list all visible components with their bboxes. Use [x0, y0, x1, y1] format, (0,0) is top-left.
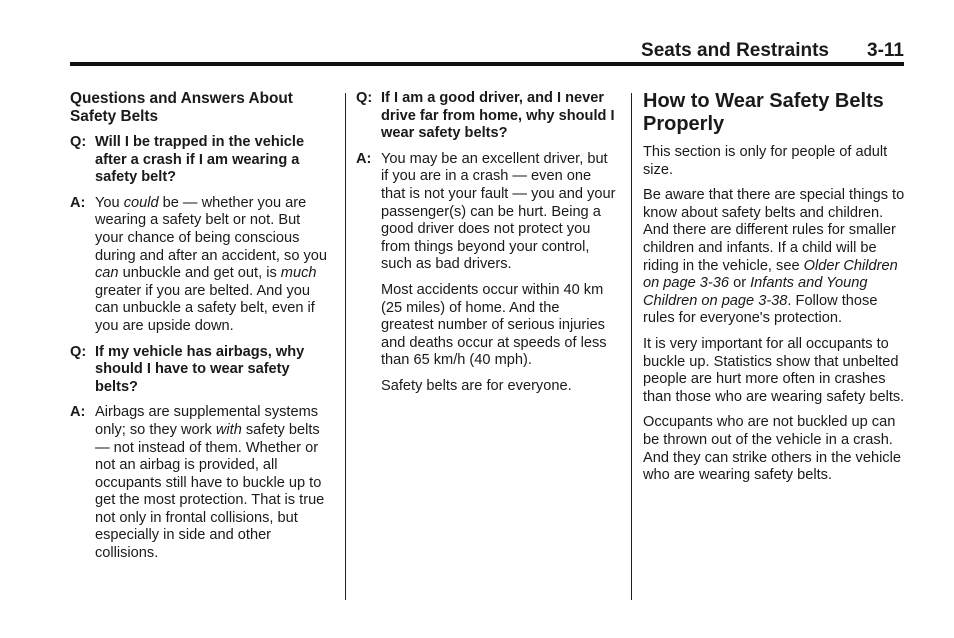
- cross-reference-link: Infants and Young Children on page 3-38: [643, 275, 868, 309]
- page-number: 3-11: [867, 40, 904, 61]
- answer-tag: A:: [70, 404, 86, 421]
- paragraph: Safety belts are for everyone.: [381, 377, 572, 394]
- paragraph: Be aware that there are special things to know about safety belts and children. And there are different rules for smaller children and infants. If a child will be riding in the vehicle, see Older Children on page 3-36 or Infants and Young Children on page 3-38. Follow those rules for everyone's protection.: [643, 187, 905, 327]
- question-1: [70, 134, 332, 187]
- question-tag: Q:: [70, 343, 87, 360]
- answer-text: You may be an excellent driver, but if you are in a crash — even one that is not your fault — you and your passenger(s) can be hurt. Being a good driver does not protect you from things beyond your control, such as bad drivers.: [381, 150, 616, 273]
- subheading: Questions and Answers About Safety Belts: [70, 90, 293, 125]
- cross-reference-link: Older Children on page 3-36: [643, 257, 898, 292]
- paragraph: Most accidents occur within 40 km (25 miles) of home. And the greatest number of serious injuries and deaths occur at speeds of less than 65 km/h (40 mph).: [381, 281, 607, 369]
- answer-2: [70, 404, 332, 562]
- paragraph: It is very important for all occupants to buckle up. Statistics show that unbelted people are hurt more often in crashes than those who are wearing safety belts.: [643, 335, 905, 405]
- answer-tag: A:: [70, 194, 86, 211]
- answer-text: Airbags are supplemental systems only; so they work with safety belts — not instead of them. Whether or not an airbag is provided, all occupants still have to buckle up to get the most protection. That is true not only in frontal collisions, but especially in side and other collisions.: [95, 404, 325, 562]
- column-divider-1: [345, 93, 346, 600]
- answer-tag: A:: [356, 150, 372, 167]
- answer-1: [70, 195, 332, 336]
- question-2: [70, 344, 332, 397]
- answer-3: [356, 151, 616, 274]
- question-3: [356, 90, 616, 143]
- section-heading: How to Wear Safety Belts Properly: [643, 90, 884, 135]
- paragraph: Occupants who are not buckled up can be thrown out of the vehicle in a crash. And they can strike others in the vehicle who are wearing safety belts.: [643, 414, 901, 484]
- question-text: If my vehicle has airbags, why should I have to wear safety belts?: [95, 343, 305, 395]
- column-2: [356, 90, 616, 404]
- section-title: Seats and Restraints: [641, 40, 829, 61]
- question-text: If I am a good driver, and I never drive far from home, why should I wear safety belts?: [381, 90, 615, 142]
- question-tag: Q:: [356, 90, 373, 106]
- column-3: [643, 90, 905, 493]
- paragraph: This section is only for people of adult size.: [643, 144, 888, 178]
- question-tag: Q:: [70, 134, 87, 150]
- page-header: [70, 38, 904, 63]
- answer-text: You could be — whether you are wearing a safety belt or not. But your chance of being conscious during and after an accident, so you can unbuckle and get out, is much greater if you are belted. And you can unbuckle a safety belt, even if you are upside down.: [95, 194, 328, 334]
- header-rule: [70, 62, 904, 66]
- column-1: [70, 90, 332, 571]
- column-divider-2: [631, 93, 632, 600]
- question-text: Will I be trapped in the vehicle after a crash if I am wearing a safety belt?: [95, 134, 305, 186]
